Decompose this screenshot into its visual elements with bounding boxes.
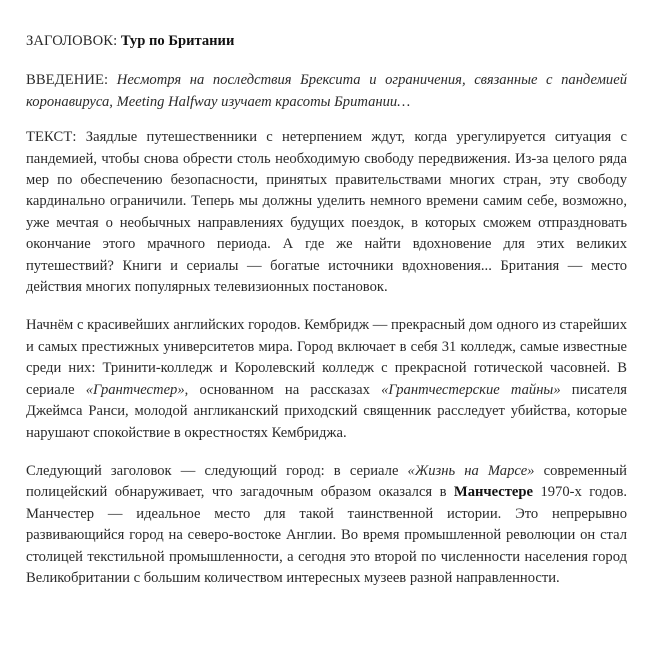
heading-line: [26, 31, 627, 52]
body-paragraph-3: [26, 461, 627, 589]
body-label: ТЕКСТ:: [26, 129, 77, 146]
p3-text-a: Следующий заголовок — следующий город: в сериале: [26, 462, 408, 479]
intro-label: ВВЕДЕНИЕ:: [26, 72, 109, 89]
body-paragraph-1: [26, 127, 627, 298]
p2-text-c: писателя Джеймса Ранси, молодой англиканский приходский священник расследует убийства, которые нарушают спокойствие в окрестностях Кембриджа.: [26, 381, 627, 441]
intro-text: Несмотря на последствия Брексита и ограничения, связанные с пандемией коронавируса, Meeting Halfway изучает красоты Британии…: [26, 72, 627, 110]
body-paragraph-2: [26, 315, 627, 443]
heading-label: ЗАГОЛОВОК:: [26, 33, 118, 49]
article-title: Тур по Британии: [120, 33, 235, 49]
p2-text-a: Начнём с красивейших английских городов. Кембридж — прекрасный дом одного из старейших и самых престижных университетов мира. Город включает в себя 31 колледж, самые известные среди них: Тринити-колледж и Королевский колледж с прекрасной готической часовней. В сериале: [26, 317, 627, 398]
body-text-1: Заядлые путешественники с нетерпением ждут, когда урегулируется ситуация с пандемией, чтобы снова обрести столь необходимую свободу передвижения. Из-за целого ряда мер по обеспечению безопасности, принятых правительствами многих стран, эту свободу кардинально ограничили. Теперь мы должны уделить немного времени самим себе, возможно, уже мечтая о необычных направлениях будущих поездок, в которых сможем отпраздновать окончание этого мрачного периода. А где же найти вдохновение для этих великих путешествий? Книги и сериалы — богатые источники вдохновения... Британия — место действия многих популярных телевизионных постановок.: [26, 129, 627, 296]
p2-text-b: , основанном на рассказах: [184, 381, 382, 398]
p3-text-c: 1970-х годов. Манчестер — идеальное место для такой таинственной истории. Это непрерывно развивающийся город на северо-востоке Англии. Во время промышленной революции он стал столицей текстильной промышленности, а сегодня это второй по численности населения город Великобритании с большим количеством интересных музеев разной направленности.: [26, 484, 627, 586]
book-title-grantchester-mysteries: «Грантчестерские тайны»: [381, 381, 561, 398]
series-title-life-on-mars: «Жизнь на Марсе»: [407, 462, 535, 479]
intro-paragraph: [26, 70, 627, 113]
series-title-grantchester: «Грантчестер»: [85, 381, 185, 398]
city-manchester: Манчестере: [453, 484, 534, 501]
p3-text-b: современный полицейский обнаруживает, что загадочным образом оказался в: [26, 462, 627, 501]
